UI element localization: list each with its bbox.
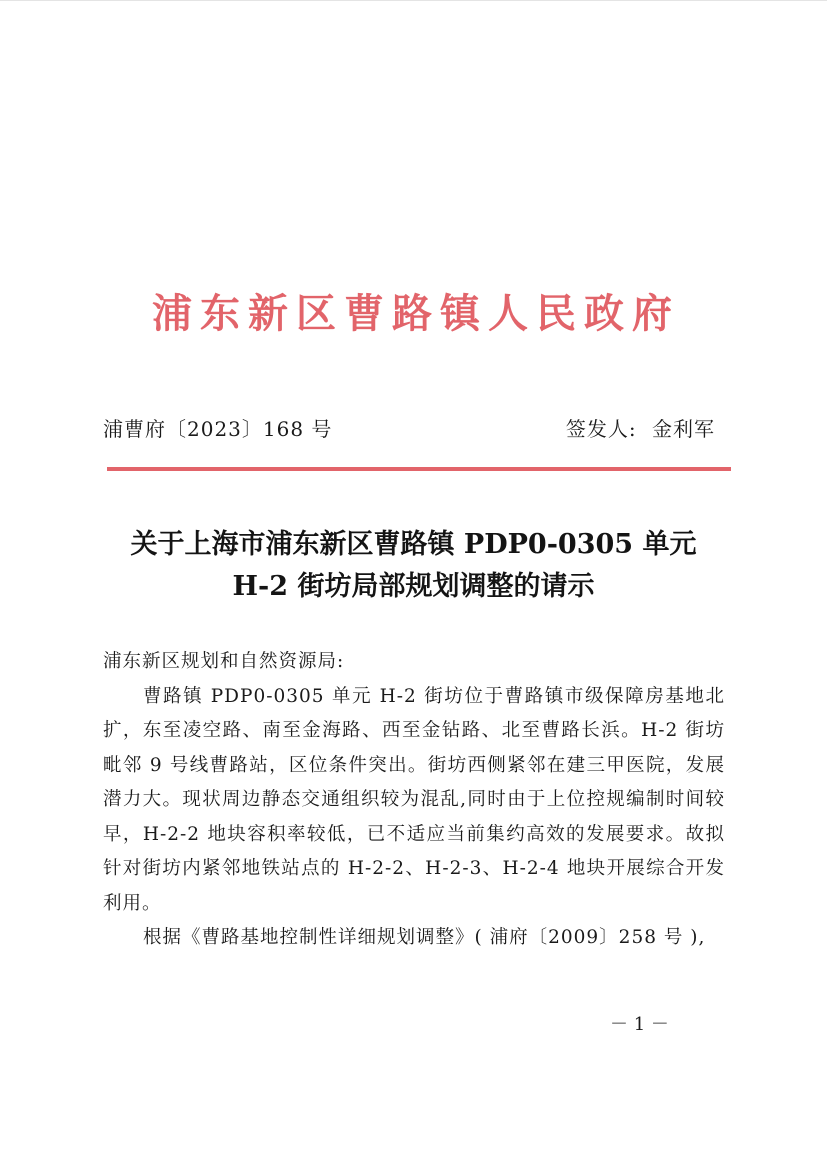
- salutation: 浦东新区规划和自然资源局:: [103, 651, 345, 672]
- body-paragraph-2: 根据《曹路基地控制性详细规划调整》( 浦府〔2009〕258 号 ),: [143, 927, 706, 948]
- signer-name: 金利军: [652, 417, 715, 441]
- document-title: [90, 524, 737, 608]
- body-paragraph-1: 曹路镇 PDP0-0305 单元 H-2 街坊位于曹路镇市级保障房基地北扩，东至凌空路、南至金海路、西至金钻路、北至曹路长浜。H-2 街坊毗邻 9 号线曹路站，区位条件突出。街坊西侧紧邻在建三甲医院，发展潜力大。现状周边静态交通组织较为混乱,同时由于上位控规编制时间较早，H-2-2 地块容积率较低，已不适应当前集约高效的发展要求。故拟针对街坊内紧邻地铁站点的 H-2-2、H-2-3、H-2-4 地块开展综合开发利用。: [103, 685, 725, 914]
- document-body: [103, 645, 725, 956]
- red-divider-line: [107, 467, 731, 471]
- signer-label: 签发人:: [565, 417, 637, 441]
- title-line-2: H-2 街坊局部规划调整的请示: [232, 571, 595, 602]
- document-number: 浦曹府〔2023〕168 号: [103, 417, 333, 441]
- page-top-edge: [0, 0, 827, 6]
- title-line-1: 关于上海市浦东新区曹路镇 PDP0-0305 单元: [130, 529, 697, 560]
- signer-line: [566, 414, 715, 444]
- issuing-authority-header: 浦东新区曹路镇人民政府: [152, 291, 680, 337]
- page-number: － 1 －: [610, 1014, 669, 1035]
